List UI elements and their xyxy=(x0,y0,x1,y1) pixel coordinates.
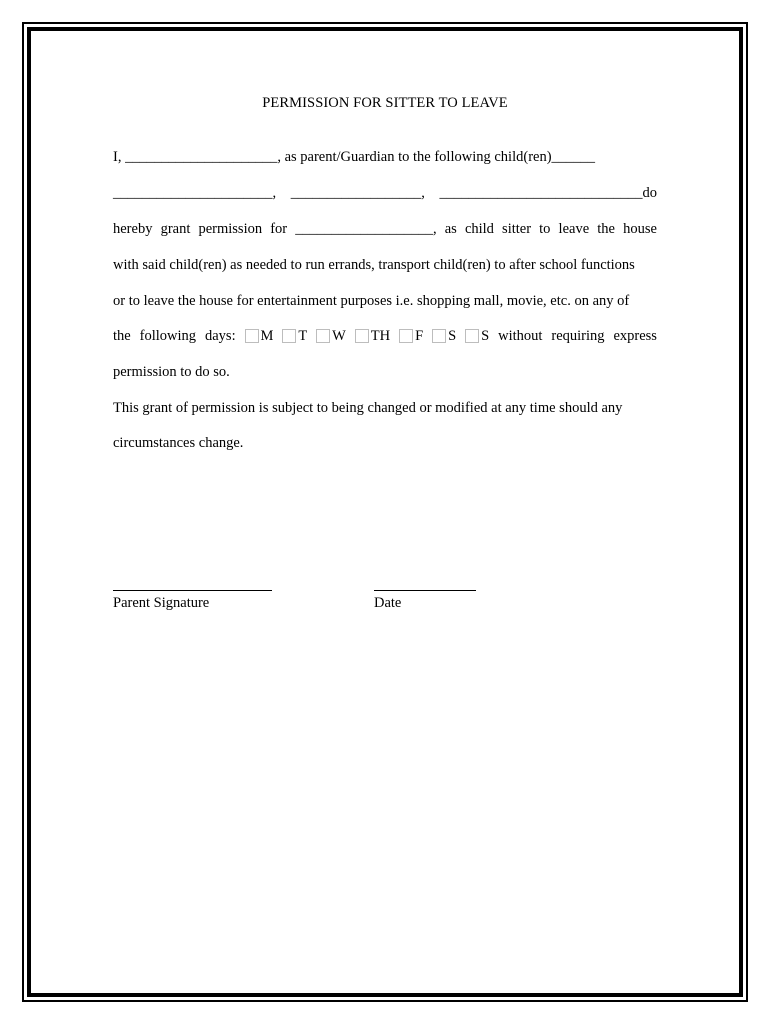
word: express xyxy=(613,328,657,344)
day-label: S xyxy=(448,328,457,344)
day-label: F xyxy=(415,328,424,344)
date-label: Date xyxy=(374,595,402,611)
child-name-blank-3[interactable]: ____________________________do xyxy=(439,185,657,201)
word: grant xyxy=(160,221,191,237)
day-monday xyxy=(245,327,274,345)
paragraph-line-3 xyxy=(113,220,657,238)
word: the xyxy=(113,328,131,344)
day-label: M xyxy=(260,328,274,344)
paragraph-line-1: I, _____________________, as parent/Guardian to the following child(ren)______ xyxy=(113,149,596,165)
paragraph-line-9: circumstances change. xyxy=(113,435,244,451)
parent-signature-line[interactable] xyxy=(113,590,272,591)
word: house xyxy=(623,221,657,237)
paragraph-line-7: permission to do so. xyxy=(113,364,230,380)
day-checkbox-wednesday[interactable] xyxy=(316,329,330,343)
day-sunday xyxy=(465,327,489,345)
day-label: S xyxy=(481,328,490,344)
word: for xyxy=(270,221,288,237)
word: days: xyxy=(204,328,236,344)
day-label: TH xyxy=(370,328,391,344)
paragraph-line-8: This grant of permission is subject to being changed or modified at any time should any xyxy=(113,400,623,416)
word: without xyxy=(498,328,543,344)
paragraph-line-2 xyxy=(113,184,657,202)
word: as xyxy=(444,221,457,237)
paragraph-line-4: with said child(ren) as needed to run errands, transport child(ren) to after school functions xyxy=(113,257,635,273)
day-thursday xyxy=(355,327,390,345)
word: to xyxy=(539,221,551,237)
sitter-name-blank[interactable]: ___________________, xyxy=(295,221,437,237)
day-checkbox-thursday[interactable] xyxy=(355,329,369,343)
word: permission xyxy=(198,221,263,237)
word: hereby xyxy=(113,221,153,237)
day-checkbox-sunday[interactable] xyxy=(465,329,479,343)
page-border-inner xyxy=(27,27,743,997)
paragraph-line-6-days xyxy=(113,327,657,345)
paragraph-line-5: or to leave the house for entertainment purposes i.e. shopping mall, movie, etc. on any of xyxy=(113,293,630,309)
day-label: W xyxy=(332,328,346,344)
day-tuesday xyxy=(282,327,307,345)
document-title: PERMISSION FOR SITTER TO LEAVE xyxy=(262,95,508,111)
day-checkbox-friday[interactable] xyxy=(399,329,413,343)
word: child xyxy=(464,221,494,237)
day-checkbox-tuesday[interactable] xyxy=(282,329,296,343)
child-name-blank-2[interactable]: __________________, xyxy=(290,185,425,201)
day-checkbox-saturday[interactable] xyxy=(432,329,446,343)
day-friday xyxy=(399,327,423,345)
day-checkbox-monday[interactable] xyxy=(245,329,259,343)
word: sitter xyxy=(502,221,532,237)
day-saturday xyxy=(432,327,456,345)
date-line[interactable] xyxy=(374,590,476,591)
day-label: T xyxy=(298,328,308,344)
word: leave xyxy=(558,221,590,237)
day-wednesday xyxy=(316,327,346,345)
word: following xyxy=(139,328,197,344)
word: requiring xyxy=(551,328,605,344)
child-name-blank-1[interactable]: ______________________, xyxy=(113,185,277,201)
parent-signature-label: Parent Signature xyxy=(113,595,210,611)
word: the xyxy=(597,221,615,237)
